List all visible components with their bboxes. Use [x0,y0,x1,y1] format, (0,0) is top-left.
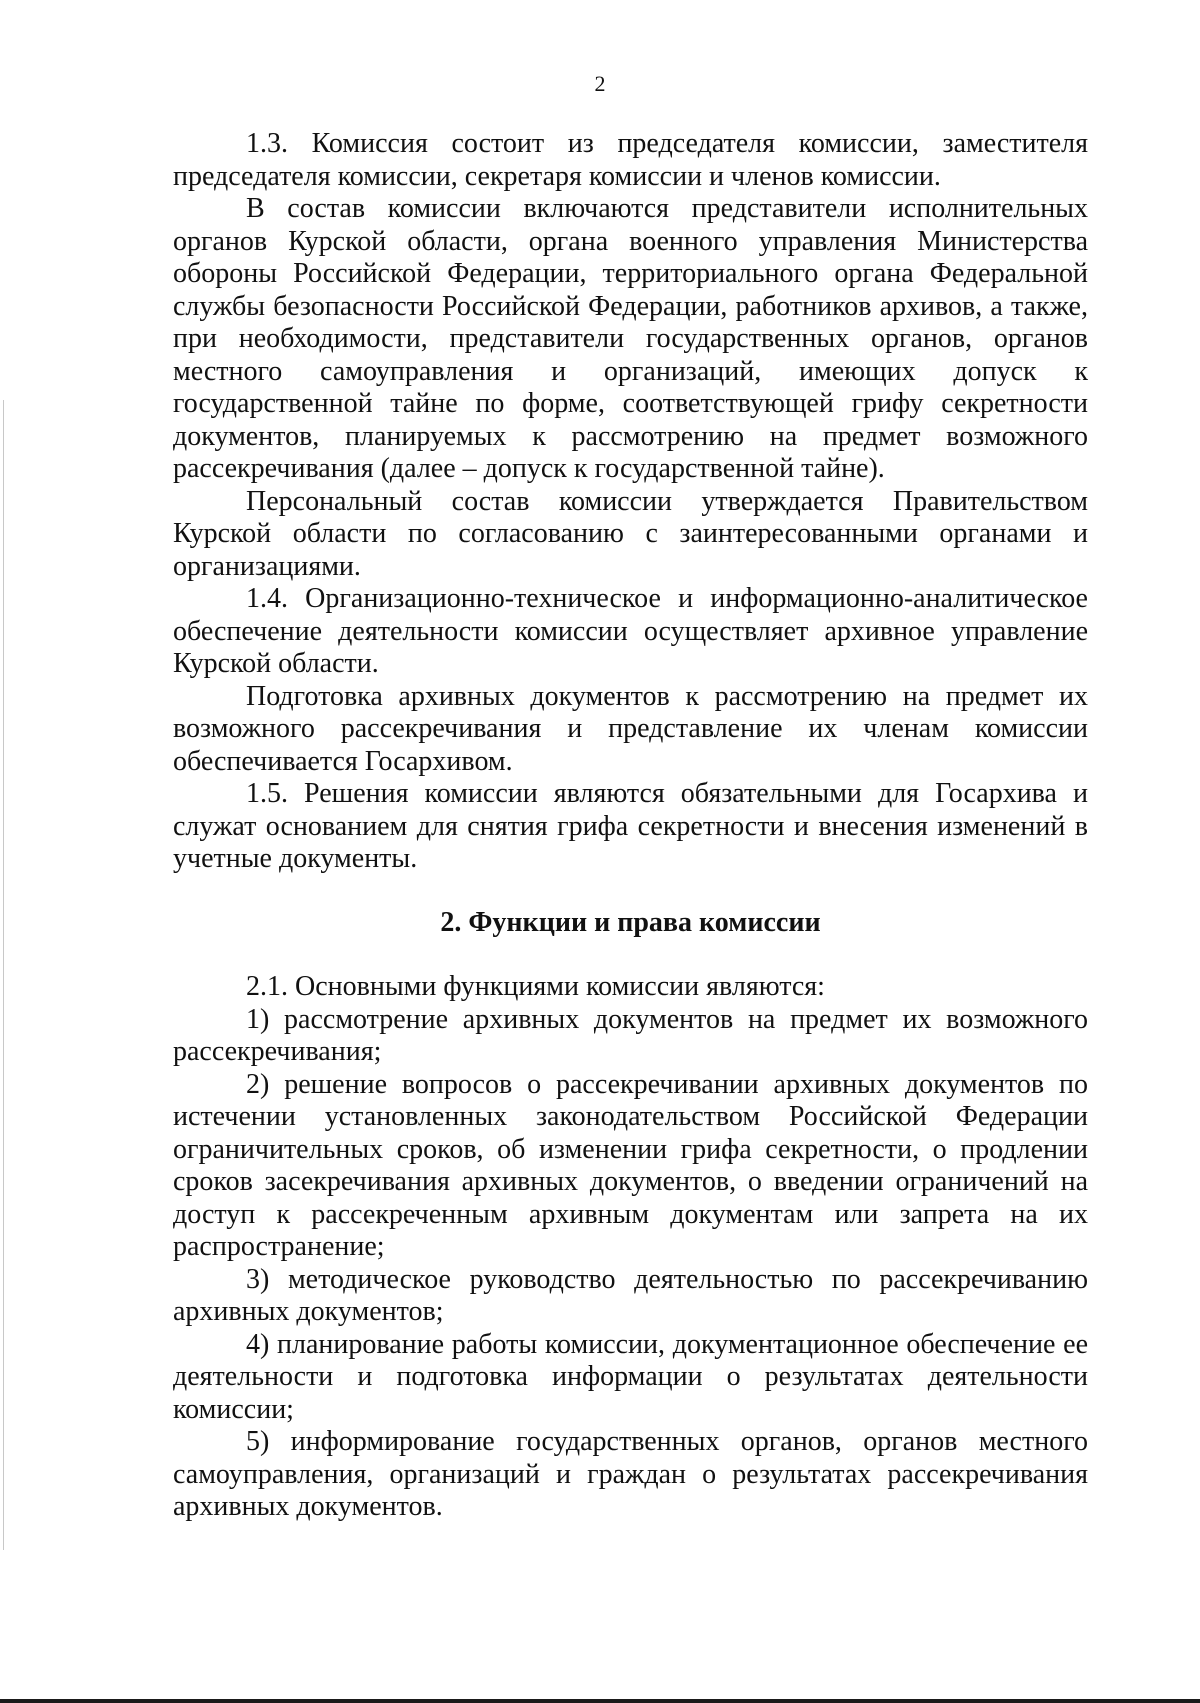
list-item-function-1: 1) рассмотрение архивных документов на предмет их возможного рассекречивания; [173,1003,1088,1067]
paragraph-1-3: 1.3. Комиссия состоит из председателя комиссии, заместителя председателя комиссии, секретаря комиссии и членов комиссии. [173,128,1088,192]
list-item-function-3: 3) методическое руководство деятельностью по рассекречиванию архивных документов; [173,1263,1088,1327]
scan-bottom-edge [0,1699,1200,1703]
paragraph-commission-members: В состав комиссии включаются представители исполнительных органов Курской области, органа военного управления Министерства обороны Российской Федерации, территориального органа Федеральной службы безопасности Российской Федерации, работников архивов, а также, при необходимости, представители государственных органов, органов местного самоуправления и организаций, имеющих допуск к государственной тайне по форме, соответствующей грифу секретности документов, планируемых к рассмотрению на предмет возможного рассекречивания (далее – допуск к государственной тайне). [173,193,1088,484]
page-number: 2 [594,71,606,96]
document-body [173,128,1088,1524]
scan-left-edge [3,400,4,1550]
paragraph-1-5: 1.5. Решения комиссии являются обязательными для Госархива и служат основанием для снятия грифа секретности и внесения изменений в учетные документы. [173,778,1088,874]
list-item-function-4: 4) планирование работы комиссии, документационное обеспечение ее деятельности и подготовка информации о результатах деятельности комиссии; [173,1328,1088,1425]
section-2-heading: 2. Функции и права комиссии [440,906,821,938]
list-item-function-2: 2) решение вопросов о рассекречивании архивных документов по истечении установленных законодательством Российской Федерации ограничительных сроков, об изменении грифа секретности, о продлении сроков засекречивания архивных документов, о введении ограничений на доступ к рассекреченным архивным документам или запрета на их распространение; [173,1068,1088,1262]
paragraph-personal-composition: Персональный состав комиссии утверждается Правительством Курской области по согласованию с заинтересованными органами и организациями. [173,485,1088,582]
paragraph-2-1: 2.1. Основными функциями комиссии являются: [246,971,825,1002]
paragraph-1-4: 1.4. Организационно-техническое и информационно-аналитическое обеспечение деятельности комиссии осуществляет архивное управление Курской области. [173,583,1088,679]
list-item-function-5: 5) информирование государственных органов, органов местного самоуправления, организаций и граждан о результатах рассекречивания архивных документов. [173,1426,1088,1522]
paragraph-document-preparation: Подготовка архивных документов к рассмотрению на предмет их возможного рассекречивания и представление их членам комиссии обеспечивается Госархивом. [173,680,1088,777]
